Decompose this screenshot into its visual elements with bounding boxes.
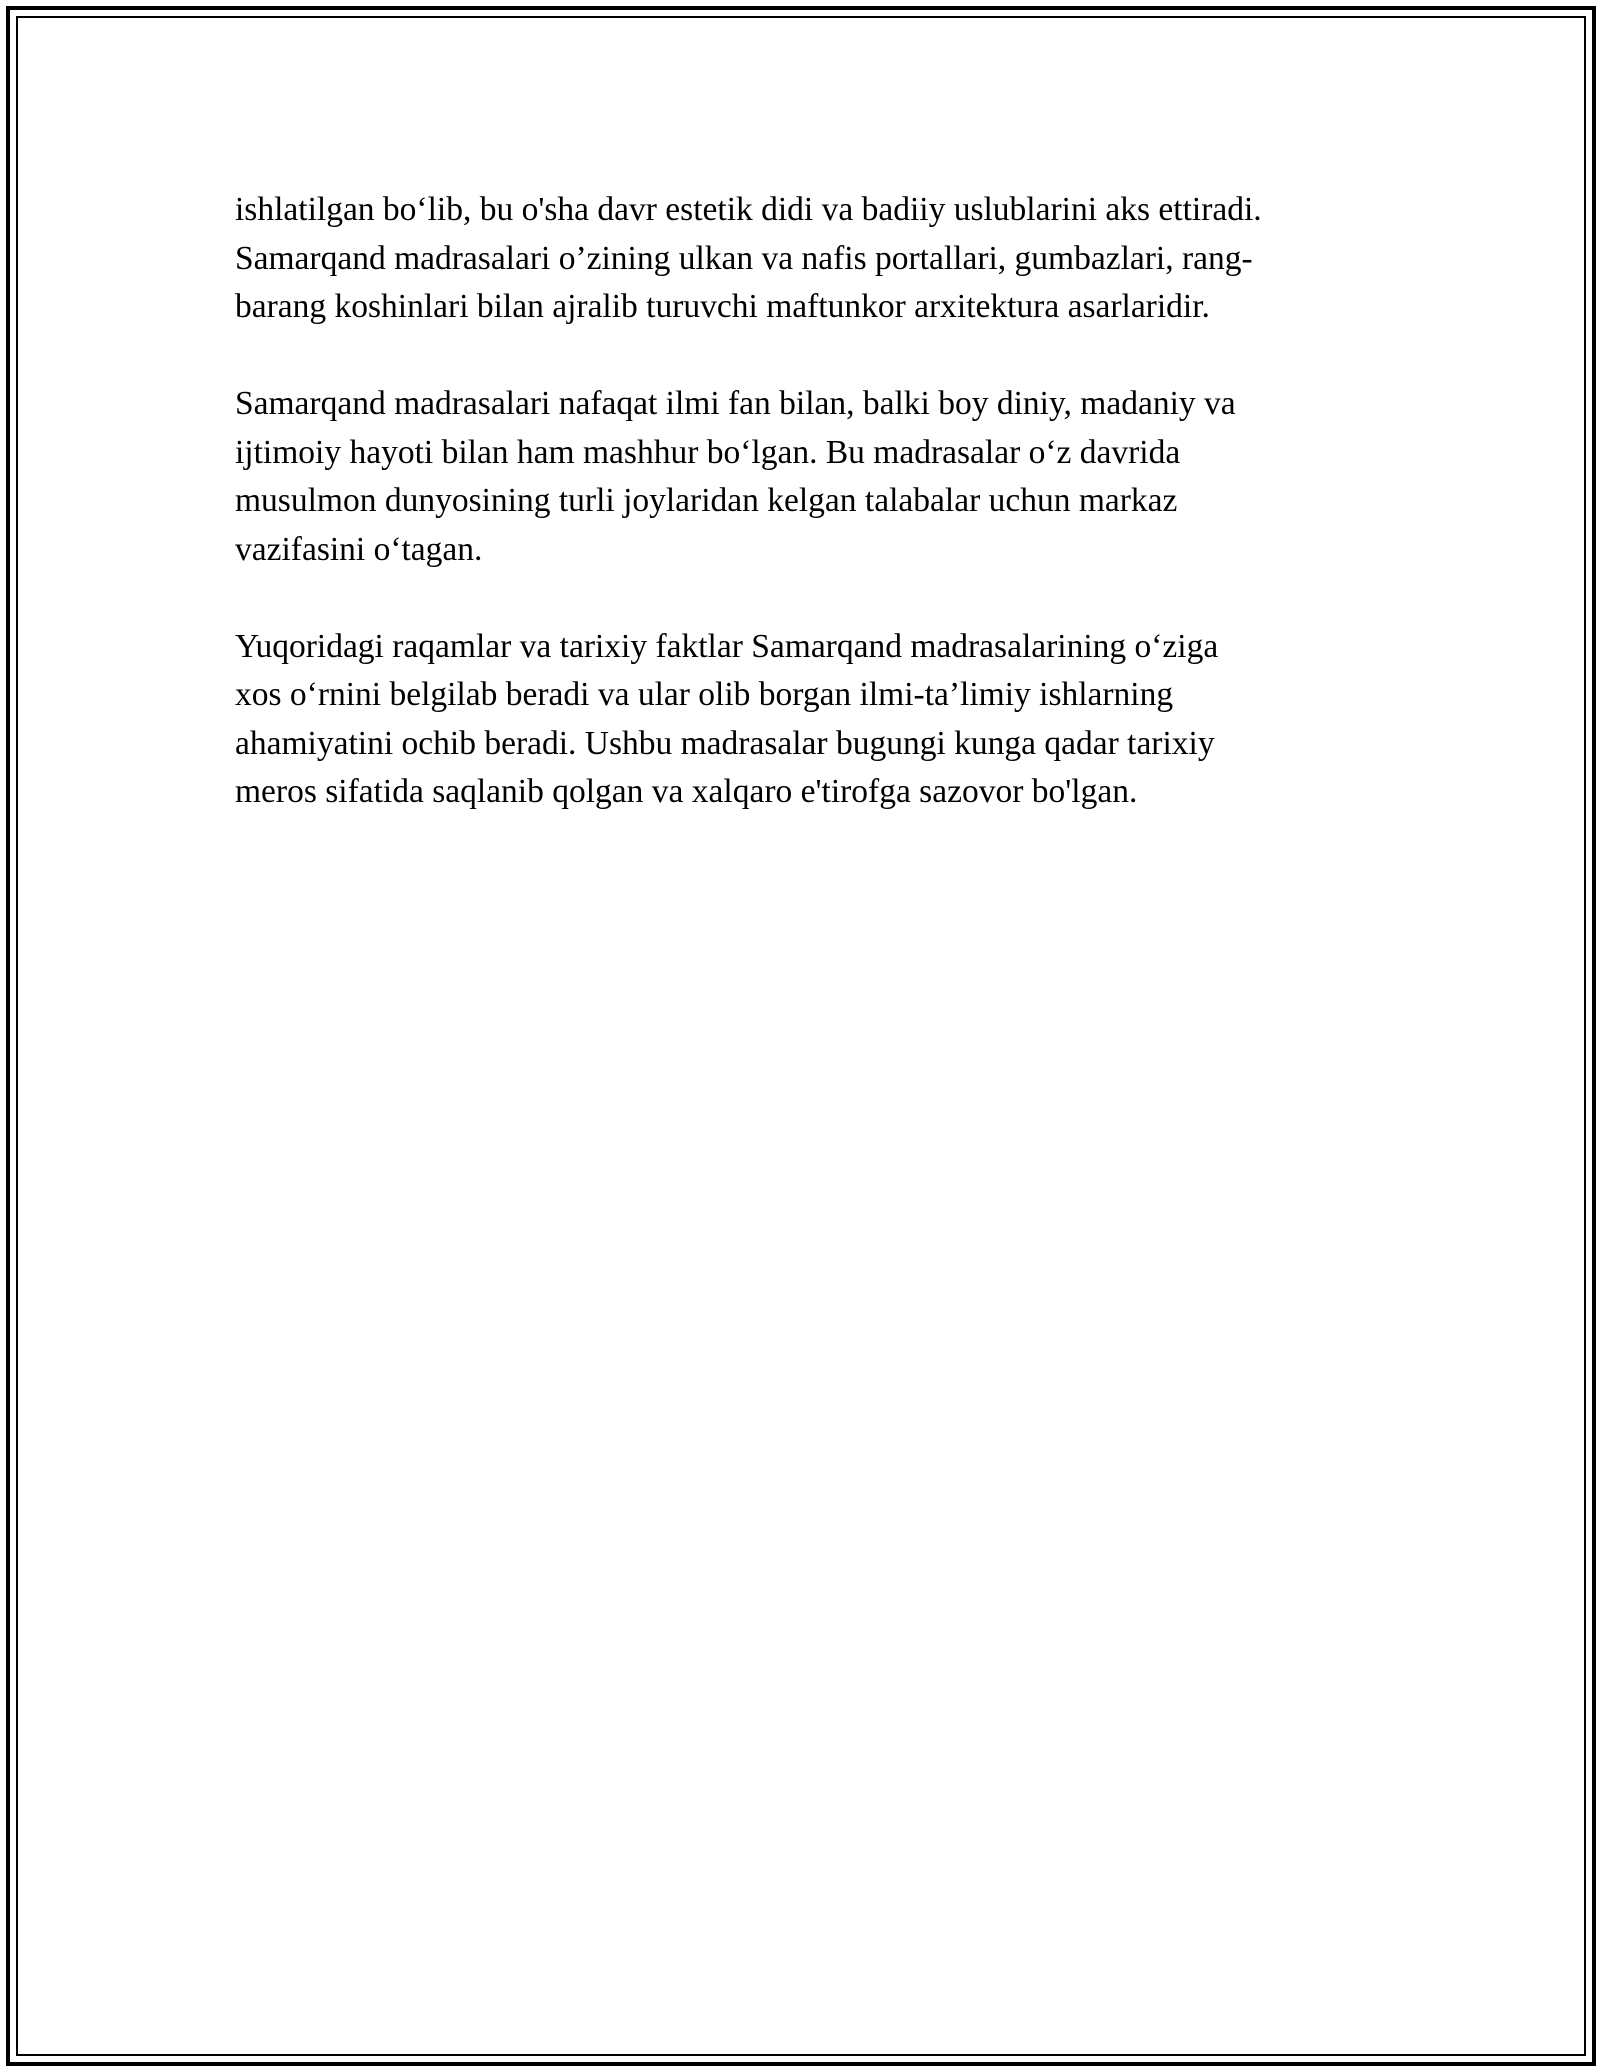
paragraph-3 [235, 623, 1365, 817]
text-line: Yuqoridagi raqamlar va tarixiy faktlar Samarqand madrasalarining o‘ziga [235, 627, 1219, 665]
text-line: musulmon dunyosining turli joylaridan kelgan talabalar uchun markaz [235, 482, 1178, 519]
text-line: vazifasini o‘tagan. [235, 530, 483, 568]
paragraph-2 [235, 380, 1365, 574]
text-line: xos o‘rnini belgilab beradi va ular olib borgan ilmi-ta’limiy ishlarning [235, 676, 1174, 713]
text-line: Samarqand madrasalari o’zining ulkan va nafis portallari, gumbazlari, rang- [235, 239, 1253, 277]
text-line: Samarqand madrasalari nafaqat ilmi fan bilan, balki boy diniy, madaniy va [235, 385, 1236, 422]
text-line: meros sifatida saqlanib qolgan va xalqaro e'tirofga sazovor bo'lgan. [235, 773, 1138, 810]
document-body [235, 186, 1365, 865]
text-line: ishlatilgan bo‘lib, bu o'sha davr estetik didi va badiiy uslublarini aks ettiradi. [235, 191, 1262, 228]
paragraph-1 [235, 186, 1365, 332]
text-line: barang koshinlari bilan ajralib turuvchi maftunkor arxitektura asarlaridir. [235, 288, 1210, 325]
text-line: ahamiyatini ochib beradi. Ushbu madrasalar bugungi kunga qadar tarixiy [235, 724, 1215, 762]
text-line: ijtimoiy hayoti bilan ham mashhur bo‘lgan. Bu madrasalar o‘z davrida [235, 433, 1181, 471]
